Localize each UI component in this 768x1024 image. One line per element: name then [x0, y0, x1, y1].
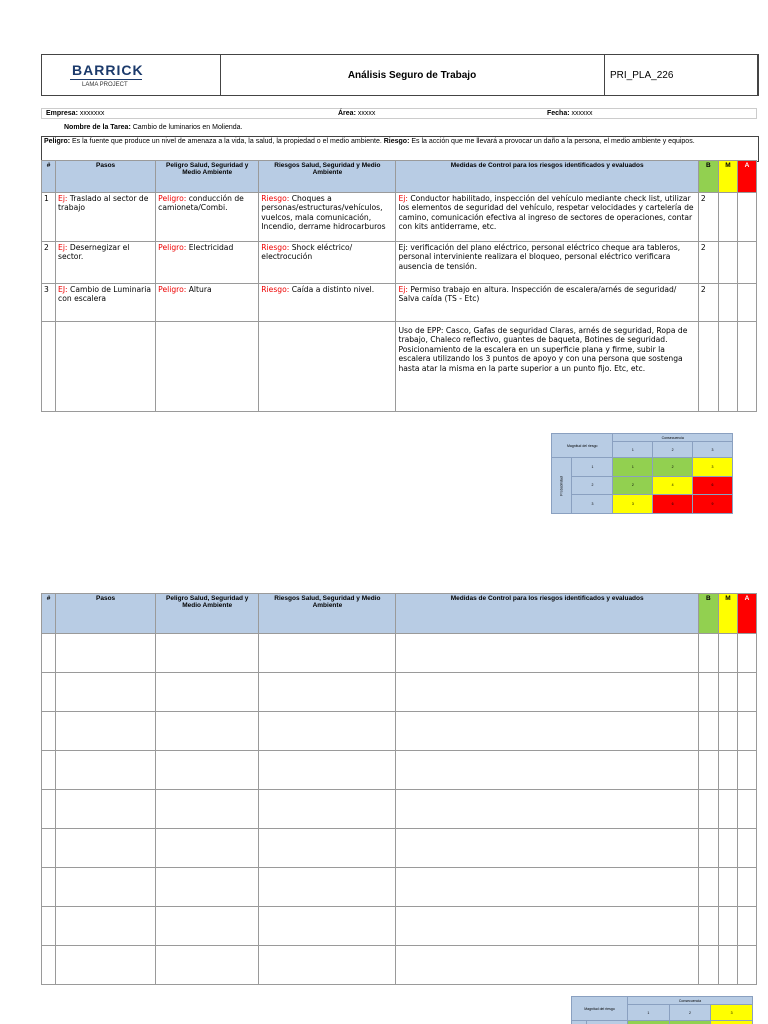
- col-a: A: [737, 594, 756, 634]
- row-paso: [56, 193, 156, 242]
- riesgo-def-text: Es la acción que me llevará a provocar un daño a la persona, el medio ambiente y equipos.: [411, 138, 695, 145]
- document-header: [41, 54, 759, 96]
- matrix-cell: 6: [653, 495, 693, 514]
- brand-subtitle: LAMA PROJECT: [82, 82, 128, 88]
- medida-text: Permiso trabajo en altura. Inspección de escalera/arnés de seguridad/ Salva caída (TS - Etc): [398, 285, 677, 304]
- area-value: xxxxx: [357, 110, 376, 117]
- matrix-cell: 2: [653, 458, 693, 477]
- col-medidas: Medidas de Control para los riesgos identificados y evaluados: [396, 594, 698, 634]
- col-num: #: [42, 161, 56, 193]
- table-header-row: [42, 161, 757, 193]
- matrix-col-1: 1: [613, 442, 653, 458]
- table-row: [42, 193, 757, 242]
- row-riesgo: [259, 284, 396, 322]
- peligro-text: Electricidad: [186, 243, 234, 252]
- row-a: [737, 322, 756, 412]
- col-peligro: Peligro Salud, Seguridad y Medio Ambiente: [156, 594, 259, 634]
- row-riesgo: [259, 242, 396, 284]
- area-label: Área:: [338, 110, 356, 117]
- paso-text: Traslado al sector de trabajo: [58, 194, 149, 213]
- col-a: A: [737, 161, 756, 193]
- matrix-col-1: 1: [628, 1005, 670, 1021]
- row-a: [737, 242, 756, 284]
- medida-text: Ej: verificación del plano eléctrico, personal eléctrico cheque ara tableros, personal interviniente realizara el bloqueo, personal eléctrico verificara ausencia de tensión.: [398, 243, 681, 271]
- matrix-title: Magnitud del riesgo: [552, 434, 613, 458]
- empresa-field: [46, 110, 104, 117]
- row-paso: [56, 322, 156, 412]
- matrix-col-2: 2: [669, 1005, 711, 1021]
- table-row: [42, 284, 757, 322]
- table-row: [42, 242, 757, 284]
- row-peligro: [156, 193, 259, 242]
- paso-prefix: Ej:: [58, 194, 68, 203]
- matrix-row-label: 3: [572, 495, 613, 514]
- matrix-cell: 1: [613, 458, 653, 477]
- col-peligro: Peligro Salud, Seguridad y Medio Ambiente: [156, 161, 259, 193]
- risk-table-2: [41, 593, 757, 985]
- paso-prefix: Ej:: [58, 243, 68, 252]
- medida-prefix: Ej:: [398, 194, 408, 203]
- riesgo-prefix: Riesgo:: [261, 194, 290, 203]
- paso-text: Desernegizar el sector.: [58, 243, 130, 262]
- matrix-cell: 6: [693, 476, 733, 495]
- col-m: M: [718, 161, 737, 193]
- col-pasos: Pasos: [56, 594, 156, 634]
- row-paso: [56, 284, 156, 322]
- matrix-cell: 3: [613, 495, 653, 514]
- definitions-box: [41, 136, 759, 162]
- risk-matrix-2: [571, 996, 753, 1024]
- row-m: [718, 242, 737, 284]
- table-row[interactable]: [42, 829, 757, 868]
- fecha-label: Fecha:: [547, 110, 570, 117]
- table-row[interactable]: [42, 946, 757, 985]
- medida-text: Conductor habilitado, inspección del vehículo mediante check list, utilizar los elementos de seguridad del vehículo, respetar velocidades y cartelería de camino, comunicación efectiva al ingreso de sectores de operaciones, contar con kits antiderrame, etc.: [398, 194, 694, 232]
- peligro-def-text: Es la fuente que produce un nivel de amenaza a la vida, la salud, la propiedad o el medio ambiente.: [72, 138, 382, 145]
- paso-prefix: EJ:: [58, 285, 68, 294]
- row-m: [718, 322, 737, 412]
- row-medida: [396, 242, 698, 284]
- row-num: 2: [42, 242, 56, 284]
- matrix-title: Magnitud del riesgo: [572, 997, 628, 1021]
- matrix-col-3: 3: [711, 1005, 753, 1021]
- row-b: [698, 322, 718, 412]
- table-row[interactable]: [42, 751, 757, 790]
- matrix-cell: 4: [653, 476, 693, 495]
- task-name-field: [64, 124, 242, 131]
- table-row: [42, 322, 757, 412]
- table-row[interactable]: [42, 712, 757, 751]
- fecha-field: [547, 110, 593, 117]
- col-b: B: [698, 594, 718, 634]
- col-riesgos: Riesgos Salud, Seguridad y Medio Ambiente: [259, 594, 396, 634]
- logo-divider: [70, 79, 142, 80]
- row-b: 2: [698, 193, 718, 242]
- row-a: [737, 193, 756, 242]
- riesgo-text: Choques a personas/estructuras/vehículos, vuelcos, mala comunicación, Incendio, derrame hidrocarburos: [261, 194, 386, 232]
- row-medida: [396, 193, 698, 242]
- empresa-label: Empresa:: [46, 110, 78, 117]
- medida-prefix: Ej:: [398, 285, 408, 294]
- matrix-row-label: 2: [572, 476, 613, 495]
- col-b: B: [698, 161, 718, 193]
- riesgo-text: Shock eléctrico/ electrocución: [261, 243, 353, 262]
- risk-matrix-2-clip: [571, 996, 753, 1024]
- matrix-cell: 2: [613, 476, 653, 495]
- area-field: [338, 110, 375, 117]
- table-row[interactable]: [42, 634, 757, 673]
- col-num: #: [42, 594, 56, 634]
- riesgo-prefix: Riesgo:: [261, 285, 290, 294]
- riesgo-prefix: Riesgo:: [261, 243, 290, 252]
- matrix-probabilidad-label: Probabilidad: [559, 475, 564, 496]
- row-paso: [56, 242, 156, 284]
- empresa-value: xxxxxxx: [79, 110, 105, 117]
- table-header-row: [42, 594, 757, 634]
- row-num: [42, 322, 56, 412]
- matrix-col-2: 2: [653, 442, 693, 458]
- table-row[interactable]: [42, 868, 757, 907]
- row-m: [718, 284, 737, 322]
- peligro-text: conducción de camioneta/Combi.: [158, 194, 244, 213]
- barrick-logo: [42, 55, 221, 95]
- row-medida: Uso de EPP: Casco, Gafas de seguridad Claras, arnés de seguridad, Ropa de trabajo, Chaleco reflectivo, guantes de baqueta, Botines de seguridad. Posicionamiento de la escalera en un superficie plana y firme, subir la escalera utilizando los 3 puntos de apoyo y con una persona que sostenga hasta atar la misma en la parte superior a un punto fijo. Etc, etc.: [396, 322, 698, 412]
- col-m: M: [718, 594, 737, 634]
- matrix-cell: 9: [693, 495, 733, 514]
- row-peligro: [156, 284, 259, 322]
- row-riesgo: [259, 322, 396, 412]
- row-num: 1: [42, 193, 56, 242]
- row-m: [718, 193, 737, 242]
- table-row[interactable]: [42, 907, 757, 946]
- matrix-col-3: 3: [693, 442, 733, 458]
- document-title: Análisis Seguro de Trabajo: [220, 55, 605, 95]
- fecha-value: xxxxxx: [571, 110, 593, 117]
- riesgo-text: Caída a distinto nivel.: [289, 285, 375, 294]
- row-b: 2: [698, 242, 718, 284]
- col-riesgos: Riesgos Salud, Seguridad y Medio Ambiente: [259, 161, 396, 193]
- table-row[interactable]: [42, 790, 757, 829]
- riesgo-def-label: Riesgo:: [383, 138, 410, 145]
- peligro-prefix: Peligro:: [158, 194, 187, 203]
- brand-name: BARRICK: [72, 62, 144, 78]
- peligro-text: Altura: [186, 285, 212, 294]
- task-name-label: Nombre de la Tarea:: [64, 124, 131, 131]
- peligro-def-label: Peligro:: [44, 138, 71, 145]
- matrix-row-label: 1: [572, 458, 613, 477]
- row-a: [737, 284, 756, 322]
- info-row: [41, 108, 757, 119]
- matrix-probabilidad: [552, 458, 572, 514]
- table-row[interactable]: [42, 673, 757, 712]
- peligro-prefix: Peligro:: [158, 285, 187, 294]
- risk-matrix-1: [551, 433, 733, 514]
- matrix-consecuencia: Consecuencia: [613, 434, 733, 442]
- row-peligro: [156, 242, 259, 284]
- col-pasos: Pasos: [56, 161, 156, 193]
- matrix-cell: 3: [693, 458, 733, 477]
- row-peligro: [156, 322, 259, 412]
- row-riesgo: [259, 193, 396, 242]
- row-b: 2: [698, 284, 718, 322]
- peligro-prefix: Peligro:: [158, 243, 187, 252]
- matrix-consecuencia: Consecuencia: [628, 997, 753, 1005]
- task-name-value: Cambio de luminarios en Molienda.: [132, 124, 243, 131]
- col-medidas: Medidas de Control para los riesgos identificados y evaluados: [396, 161, 698, 193]
- paso-text: Cambio de Luminaria con escalera: [58, 285, 152, 304]
- row-num: 3: [42, 284, 56, 322]
- document-code: PRI_PLA_226: [604, 55, 758, 95]
- risk-table-1: [41, 160, 757, 412]
- row-medida: [396, 284, 698, 322]
